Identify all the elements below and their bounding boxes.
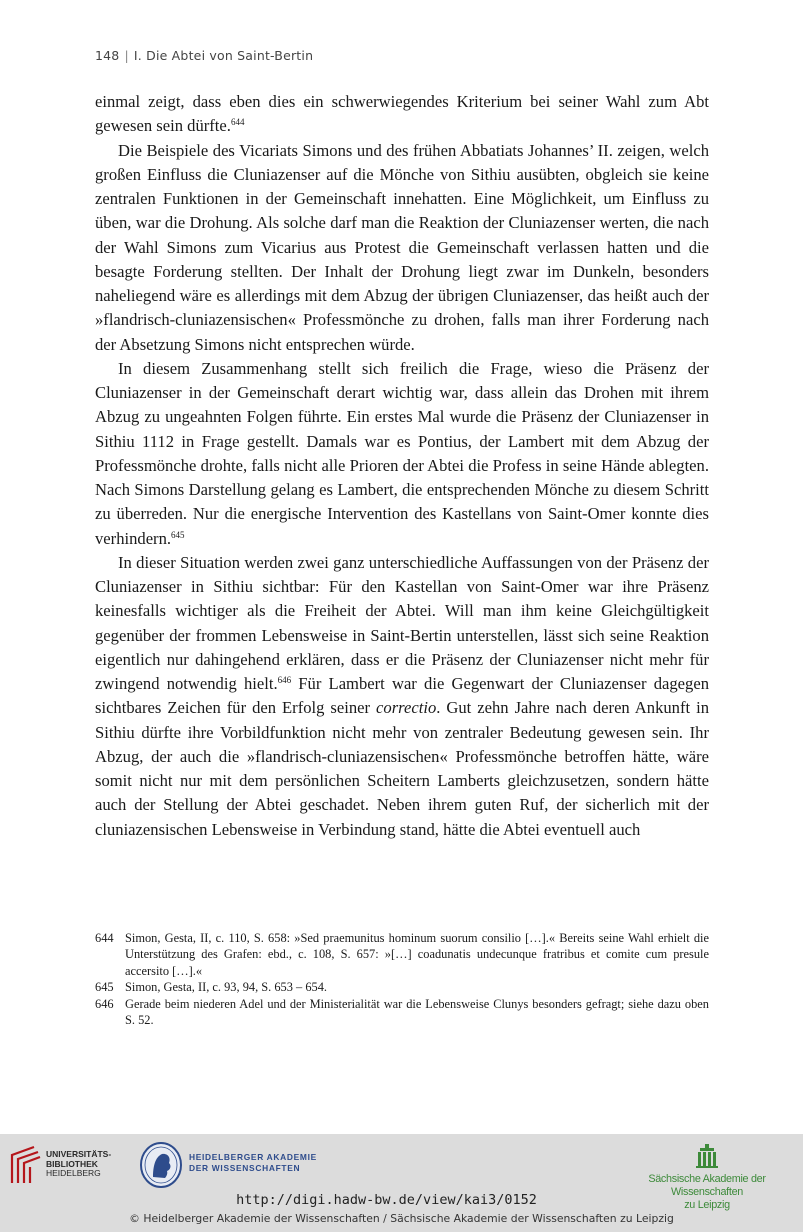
copyright-notice: © Heidelberger Akademie der Wissenschaften / Sächsische Akademie der Wissenschaften zu Leipzig — [129, 1212, 674, 1225]
saxon-academy-building-icon[interactable] — [696, 1144, 718, 1168]
footnote-ref-644[interactable]: 644 — [230, 117, 245, 128]
footnote-number: 644 — [95, 931, 114, 945]
footnote-text: Gerade beim niederen Adel und der Ministerialität war die Lebensweise Clunys besonders gefragt; siehe dazu oben S. 52. — [125, 996, 709, 1028]
main-text — [95, 90, 709, 842]
footnote — [95, 930, 709, 979]
permalink-url[interactable]: http://digi.hadw-bw.de/view/kai3/0152 — [236, 1192, 537, 1208]
footnote-ref-645[interactable]: 645 — [171, 529, 185, 540]
paragraph-1: einmal zeigt, dass eben dies ein schwerwiegendes Kriterium bei seiner Wahl zum Abt gewesen sein dürfte.$^{644}$ — [95, 92, 709, 136]
header-separator: | — [124, 48, 129, 63]
paragraph-3: In diesem Zusammenhang stellt sich freilich die Frage, wieso die Präsenz der Cluniazenser in der Gemeinschaft derart wichtig war, dass allein das Drohen mit ihrem Abzug zu ungeahnten Folgen führte. Ein erstes Mal wurde die Präsenz der Cluniazenser in Sithiu 1112 in Frage gestellt. Damals war es Pontius, der Lambert mit dem Abzug der Professmönche drohte, falls nicht alle Prioren der Abtei die Profess in seine Hände ablegten. Nach Simons Darstellung gelang es Lambert, die entsprechenden Mönche zu diesem Schritt zu überreden. Nur die energische Intervention des Kastellans von Saint-Omer konnte dies verhindern.$^{645}$ — [95, 358, 709, 548]
paragraph-4: In dieser Situation werden zwei ganz unterschiedliche Auffassungen von der Präsenz der Cluniazenser in Sithiu sichtbar: Für den Kastellan von Saint-Omer war ihre Präsenz keinesfalls wichtiger als die Freiheit der Abtei. Will man ihm keine Gleichgültigkeit gegenüber der frommen Lebensweise in Saint-Bertin unterstellen, lässt sich seine Reaktion eigentlich nur dahingehend erklären, dass er die Präsenz der Cluniazenser nicht mehr für zwingend notwendig hielt.$^{646}$ Für Lambert war die Gegenwart der Cluniazenser dagegen sichtbares Zeichen für den Erfolg seiner correctio. Gut zehn Jahre nach deren Ankunft in Sithiu dürfte ihre Vorbildfunktion nicht mehr von zentraler Bedeutung gewesen sein. Ihr Abzug, der auch die »flandrisch-cluniazensischen« Professmönche betroffen hätte, wäre somit nicht nur mit dem persönlichen Scheitern Lamberts gleichzusetzen, sondern hätte auch der Stellung der Abtei geschadet. Neben ihrem guten Ruf, der sicherlich mit der cluniazensischen Lebensweise in Verbindung stand, hätte die Abtei eventuell auch — [95, 552, 709, 839]
university-library-name: UNIVERSITÄTS- BIBLIOTHEK HEIDELBERG — [46, 1149, 112, 1178]
university-library-logo-icon[interactable] — [8, 1143, 42, 1185]
footnote — [95, 996, 709, 1029]
chapter-title: I. Die Abtei von Saint-Bertin — [133, 48, 314, 63]
footnote-text: Simon, Gesta, II, c. 93, 94, S. 653 – 654. — [125, 980, 328, 995]
footnote — [95, 979, 709, 995]
academy-seal-icon[interactable] — [139, 1141, 183, 1189]
saxon-academy-name: Sächsische Akademie der Wissenschaften zu Leipzig — [648, 1173, 766, 1211]
footnote-number: 646 — [95, 996, 114, 1011]
footnote-number: 645 — [95, 980, 114, 995]
footnote-ref-646[interactable]: 646 — [277, 675, 292, 685]
footnotes — [95, 930, 709, 1028]
running-header — [95, 48, 313, 63]
italic-term: correctio — [376, 698, 437, 718]
academy-name: HEIDELBERGER AKADEMIE DER WISSENSCHAFTEN — [189, 1152, 317, 1173]
footnote-text: Simon, Gesta, II, c. 110, S. 658: »Sed praemunitus hominum suorum consilio […].« Bereits seine Wahl erhielt die Unterstützung des Grafen: ebd., c. 108, S. 657: »[…] coadunatis undecunque fratribus et comite cum presule accersito […].« — [125, 931, 709, 978]
paragraph-2: Die Beispiele des Vicariats Simons und des frühen Abbatiats Johannes’ II. zeigen, welch großen Einfluss die Cluniazenser auf die Mönche von Sithiu ausübten, obgleich sie keine zentralen Funktionen in der Gemeinschaft innehatten. Eine Möglichkeit, um Einfluss zu üben, war die Drohung. Als solche darf man die Reaktion der Cluniazenser werten, die nach der Wahl Simons zum Vicarius aus Protest die Gemeinschaft verlassen hatten und die besagte Forderung stellten. Der Inhalt der Drohung liegt zwar im Dunkeln, besonders naheliegend wäre es allerdings mit dem Abzug der übrigen Cluniazenser, das heißt auch der »flandrisch-cluniazensischen« Professmönche zu drohen, falls man ihrer Forderung nach der Absetzung Simons nicht entsprechen würde. — [95, 140, 709, 354]
page-number: 148 — [95, 48, 120, 63]
